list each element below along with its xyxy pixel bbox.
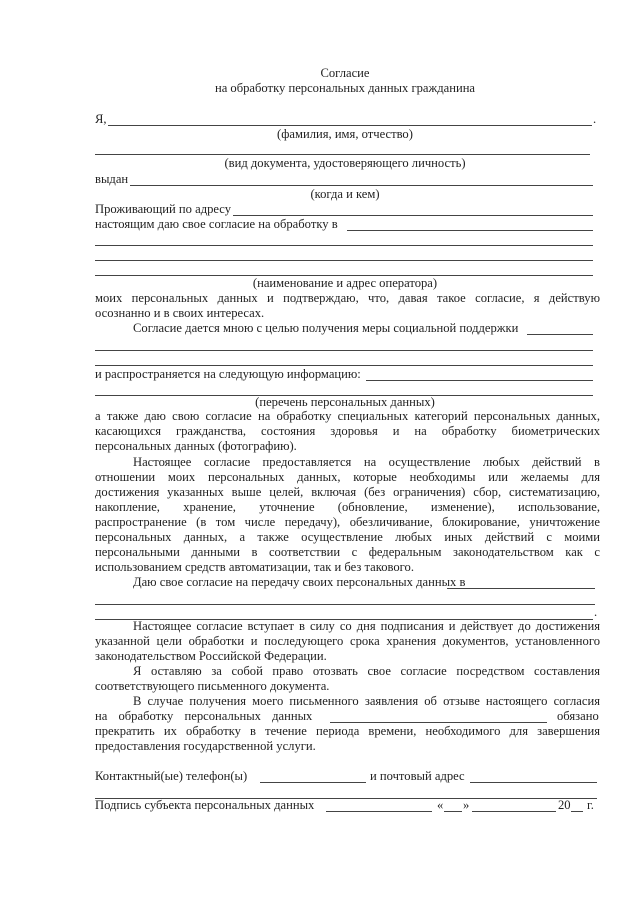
transfer-field-2[interactable] <box>95 591 595 605</box>
day-field[interactable] <box>444 798 462 812</box>
phone-field[interactable] <box>260 769 366 783</box>
year-prefix: 20 <box>558 798 571 812</box>
issued-field[interactable] <box>130 172 593 186</box>
year-suffix: г. <box>587 798 594 812</box>
title-line-2: на обработку персональных данных гражданина <box>214 81 476 95</box>
purpose-field[interactable] <box>527 321 593 335</box>
p4-line-1: Настоящее согласие предоставляется на осуществление любых действий в <box>133 455 600 469</box>
p5-line-1: Даю свое согласие на передачу своих персональных данных в <box>133 575 466 589</box>
p8-line-2b: обязано <box>557 709 599 723</box>
title-line-1: Согласие <box>320 66 370 80</box>
address-field[interactable] <box>233 202 593 216</box>
p8-line-2a: на обработку персональных данных <box>95 709 313 723</box>
label-applies: и распространяется на следующую информацию: <box>95 367 361 381</box>
label-address: Проживающий по адресу <box>95 202 232 216</box>
info-field[interactable] <box>366 367 593 381</box>
organization-field[interactable] <box>330 709 547 723</box>
month-field[interactable] <box>472 798 556 812</box>
label-email: и почтовый адрес <box>370 769 465 783</box>
transfer-field-3[interactable] <box>95 606 593 620</box>
email-field[interactable] <box>470 769 597 783</box>
p4-line-6: персональных данных, а также осуществление любых иных действий с моими <box>95 530 600 544</box>
fio-field[interactable] <box>108 112 592 126</box>
p8-line-4: предоставления государственной услуги. <box>95 739 316 753</box>
operator-field-2[interactable] <box>95 232 593 246</box>
operator-field[interactable] <box>347 217 593 231</box>
label-phone: Контактный(ые) телефон(ы) <box>95 769 248 783</box>
date-quote-close: » <box>463 798 470 812</box>
document-field[interactable] <box>95 141 590 155</box>
email-field-2[interactable] <box>95 785 597 799</box>
p1-line-2: осознанно и в своих интересах. <box>95 306 265 320</box>
p4-line-4: накопление, хранение, уточнение (обновление, изменение), использование, <box>95 500 600 514</box>
caption-fio: (фамилия, имя, отчество) <box>277 127 413 141</box>
p2-line-1: Согласие дается мною с целью получения меры социальной поддержки <box>133 321 519 335</box>
label-signature: Подпись субъекта персональных данных <box>95 798 315 812</box>
year-field[interactable] <box>571 798 583 812</box>
p6-line-2: указанной цели обработки и последующего срока хранения документов, установленного <box>95 634 600 648</box>
p7-line-1: Я оставляю за собой право отозвать свое согласие посредством составления <box>133 664 600 678</box>
p3-line-1: а также даю свою согласие на обработку специальных категорий персональных данных, <box>95 409 600 423</box>
p4-line-7: персональными данными в соответствии с федеральным законодательством как с <box>95 545 600 559</box>
p8-line-3: прекратить их обработку в течение периода времени, необходимого для завершения <box>95 724 600 738</box>
caption-operator: (наименование и адрес оператора) <box>252 276 438 290</box>
transfer-end-dot: . <box>594 605 598 619</box>
fio-end-dot: . <box>593 112 597 126</box>
p4-line-3: достижения указанных выше целей, включая (без ограничения) сбор, систематизацию, <box>95 485 600 499</box>
caption-list: (перечень персональных данных) <box>255 395 435 409</box>
p4-line-5: распространение (в том числе передачу), обезличивание, блокирование, уничтожение <box>95 515 600 529</box>
p3-line-3: персональных данных (фотографию). <box>95 439 297 453</box>
p4-line-8: использованием средств автоматизации, так и без такового. <box>95 560 414 574</box>
p4-line-2: отношении моих персональных данных, которые необходимы или желаемы для <box>95 470 600 484</box>
operator-field-4[interactable] <box>95 262 593 276</box>
p8-line-1: В случае получения моего письменного заявления об отзыве настоящего согласия <box>133 694 600 708</box>
caption-document: (вид документа, удостоверяющего личность) <box>224 156 466 170</box>
p7-line-2: соответствующего письменного документа. <box>95 679 330 693</box>
p3-line-2: касающихся гражданства, состояния здоровья и на обработку биометрических <box>95 424 600 438</box>
label-vydan: выдан <box>95 172 129 186</box>
p6-line-1: Настоящее согласие вступает в силу со дня подписания и действует до достижения <box>133 619 600 633</box>
info-field-2[interactable] <box>95 382 593 396</box>
label-consent-to: настоящим даю свое согласие на обработку в <box>95 217 338 231</box>
purpose-field-2[interactable] <box>95 337 593 351</box>
date-quote-open: « <box>437 798 444 812</box>
label-ya: Я, <box>95 112 107 126</box>
purpose-field-3[interactable] <box>95 352 593 366</box>
caption-when: (когда и кем) <box>310 187 380 201</box>
p1-line-1: моих персональных данных и подтверждаю, что, давая такое согласие, я действую <box>95 291 600 305</box>
signature-field[interactable] <box>326 798 432 812</box>
transfer-field[interactable] <box>447 575 595 589</box>
operator-field-3[interactable] <box>95 247 593 261</box>
p6-line-3: законодательством Российской Федерации. <box>95 649 327 663</box>
